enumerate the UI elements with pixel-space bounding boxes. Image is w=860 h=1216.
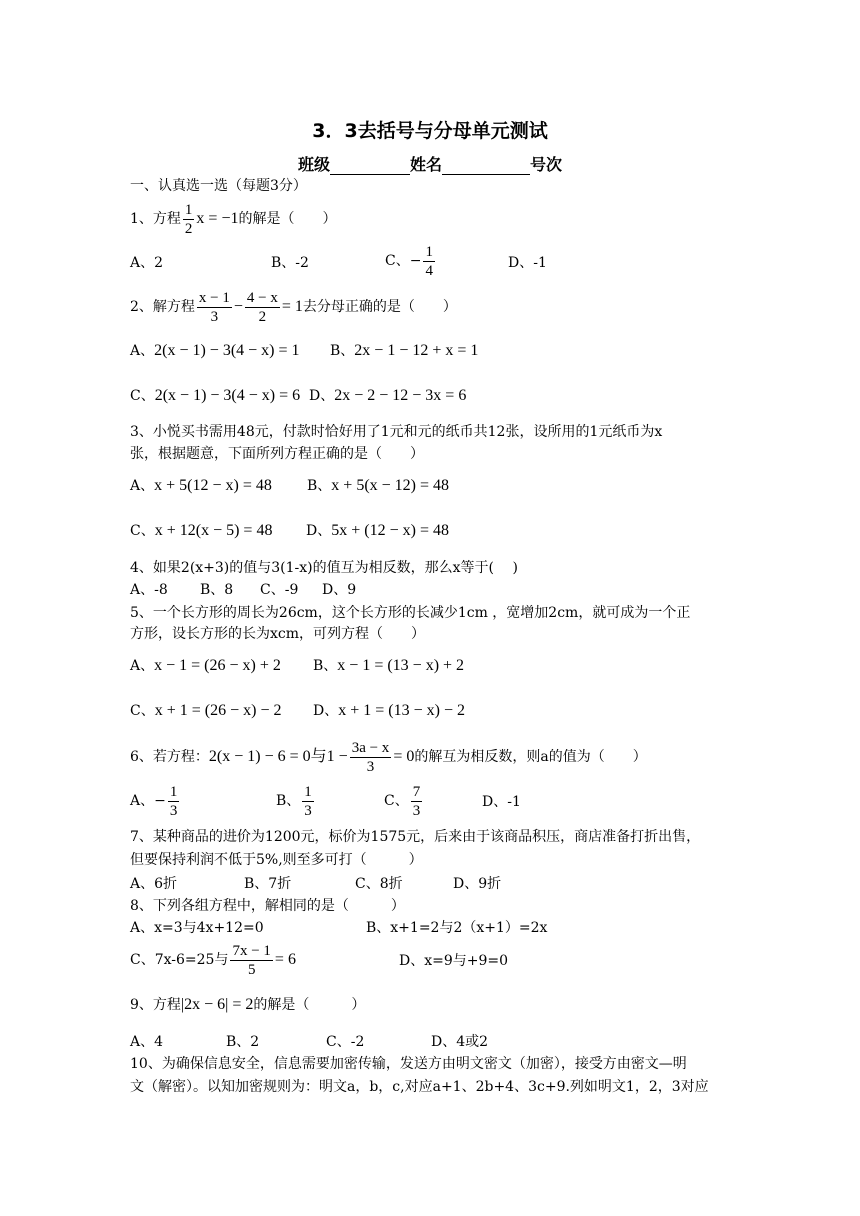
question-3-cont: 张，根据题意，下面所列方程正确的是（ ） [130, 446, 424, 462]
number-label: 号次 [530, 155, 563, 174]
option-c: C、x + 12(x − 5) = 48 [130, 522, 273, 539]
question-6: 6、若方程：2(x − 1) − 6 = 0与1 − $\frac{3a - x}{3}$ = 0的解互为相反数，则a的值为（ ） [130, 739, 647, 775]
option-c: C、7x-6=25与 $\frac{7x - 1}{5}$ = 6 [130, 942, 296, 978]
option-b: B、x + 5(x − 12) = 48 [307, 477, 450, 494]
option-d: D、5x + (12 − x) = 48 [306, 522, 449, 539]
option-d: D、-1 [508, 255, 547, 271]
option-d: D、x + 1 = (13 − x) − 2 [313, 702, 465, 719]
fraction: $\frac{1}{2}$ [184, 201, 193, 237]
option-b: B、-2 [271, 255, 309, 271]
option-c: C、2(x − 1) − 3(4 − x) = 6 [130, 387, 301, 404]
option-b: B、2 [226, 1034, 260, 1050]
option-b: B、x − 1 = (13 − x) + 2 [313, 657, 465, 674]
option-a: A、2(x − 1) − 3(4 − x) = 1 [130, 342, 300, 359]
option-c: C、x + 1 = (26 − x) − 2 [130, 702, 282, 719]
question-9: 9、方程|2x − 6| = 2的解是（ ） [130, 996, 366, 1013]
question-5: 5、一个长方形的周长为26cm，这个长方形的长减少1cm ，宽增加2cm，就可成为一个正 [130, 605, 691, 621]
option-b: B、7折 [244, 876, 292, 892]
option-a: A、4 [130, 1034, 164, 1050]
option-d: D、-1 [482, 794, 521, 810]
question-10: 10、为确保信息安全，信息需要加密传输，发送方由明文密文（加密），接受方由密文—明 [130, 1056, 687, 1072]
option-b: B、 $\frac{1}{3}$ [276, 783, 312, 819]
question-7: 7、某种商品的进价为1200元，标价为1575元，后来由于该商品积压，商店准备打折出售， [130, 829, 701, 845]
question-2: 2、解方程 $\frac{x - 1}{3}$ − $\frac{4 - x}{2}$ = 1去分母正确的是（ ） [130, 289, 457, 325]
option-d: D、2x − 2 − 12 − 3x = 6 [309, 387, 467, 404]
option-d: D、9 [322, 582, 357, 598]
option-b: B、2x − 1 − 12 + x = 1 [330, 342, 479, 359]
option-c: C、-9 [260, 582, 299, 598]
section-heading: 一、认真选一选（每题3分） [130, 178, 307, 194]
name-blank [442, 160, 530, 175]
question-7-cont: 但要保持利润不低于5%,则至多可打（ ） [130, 852, 423, 868]
option-a: A、x − 1 = (26 − x) + 2 [130, 657, 281, 674]
option-a: A、x=3与4x+12=0 [130, 920, 264, 936]
option-c: C、-2 [326, 1034, 365, 1050]
option-a: A、6折 [130, 876, 178, 892]
name-label: 姓名 [409, 155, 442, 174]
option-c: C、8折 [355, 876, 403, 892]
option-d: D、x=9与+9=0 [399, 953, 509, 969]
option-d: D、4或2 [431, 1034, 489, 1050]
option-d: D、9折 [453, 876, 502, 892]
question-1: 1、方程 $\frac{1}{2}$ x = −1的解是（ ） [130, 201, 337, 237]
question-10-cont: 文（解密）。以知加密规则为：明文a，b，c,对应a+1、2b+4、3c+9.列如明文1，2，3对应 [130, 1079, 709, 1095]
question-8: 8、下列各组方程中，解相同的是（ ） [130, 898, 405, 914]
class-blank [330, 160, 410, 175]
question-5-cont: 方形，设长方形的长为xcm，可列方程（ ） [130, 626, 426, 642]
option-a: A、− $\frac{1}{3}$ [130, 783, 178, 819]
option-a: A、x + 5(12 − x) = 48 [130, 477, 272, 494]
question-4: 4、如果2(x+3)的值与3(1-x)的值互为相反数，那么x等于( ) [130, 560, 518, 576]
option-c: C、− $\frac{1}{4}$ [385, 243, 433, 279]
option-a: A、-8 [130, 582, 168, 598]
question-3: 3、小悦买书需用48元，付款时恰好用了1元和元的纸币共12张，设所用的1元纸币为x [130, 424, 663, 440]
class-label: 班级 [297, 155, 330, 174]
option-a: A、2 [130, 255, 164, 271]
student-info-header [0, 152, 860, 175]
page-title: 3．3去括号与分母单元测试 [312, 120, 548, 142]
option-b: B、8 [200, 582, 234, 598]
option-c: C、 $\frac{7}{3}$ [384, 783, 421, 819]
option-b: B、x+1=2与2（x+1）=2x [366, 920, 548, 936]
